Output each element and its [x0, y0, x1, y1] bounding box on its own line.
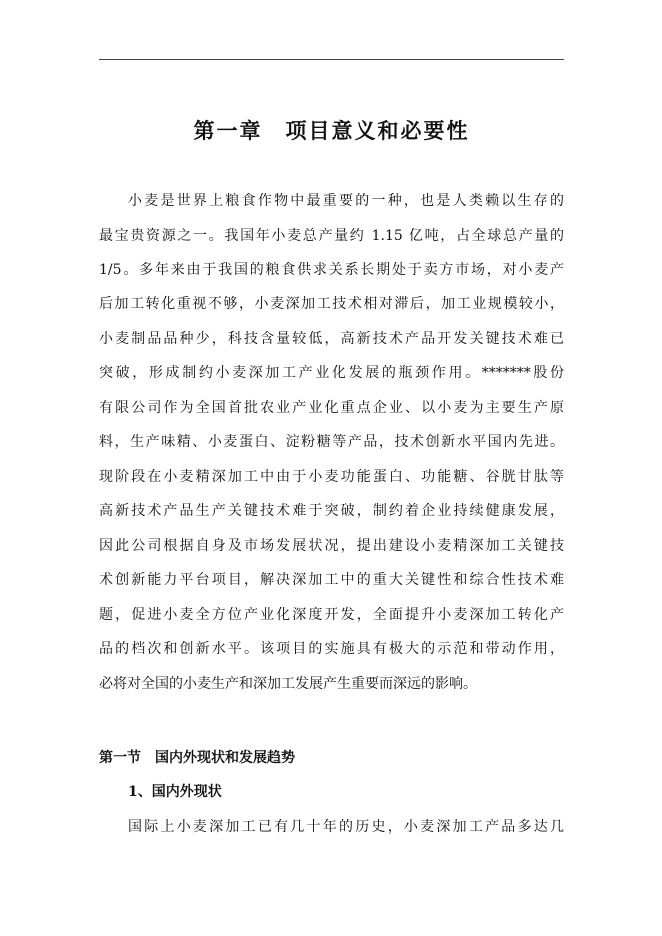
paragraph-line: 因此公司根据自身及市场发展状况，提出建设小麦精深加工关键技 — [99, 538, 564, 554]
paragraph-line: 突破，形成制约小麦深加工产业化发展的瓶颈作用。*******股份 — [99, 365, 564, 381]
chapter-title: 第一章 项目意义和必要性 — [193, 118, 470, 143]
paragraph-line: 现阶段在小麦精深加工中由于小麦功能蛋白、功能糖、谷胱甘肽等 — [99, 469, 564, 485]
paragraph-line: 料，生产味精、小麦蛋白、淀粉糖等产品，技术创新水平国内先进。 — [99, 434, 564, 450]
paragraph-line: 国际上小麦深加工已有几十年的历史，小麦深加工产品多达几 — [128, 819, 564, 835]
paragraph-line: 必将对全国的小麦生产和深加工发展产生重要而深远的影响。 — [99, 676, 477, 692]
paragraph-line: 题，促进小麦全方位产业化深度开发，全面提升小麦深加工转化产 — [99, 607, 564, 623]
paragraph-line: 1/5。多年来由于我国的粮食供求关系长期处于卖方市场，对小麦产 — [99, 262, 564, 278]
paragraph-line: 高新技术产品生产关键技术难于突破，制约着企业持续健康发展， — [99, 503, 564, 519]
paragraph-line: 最宝贵资源之一。我国年小麦总产量约 1.15 亿吨，占全球总产量的 — [99, 228, 564, 244]
subsection-title: 1、国内外现状 — [128, 784, 222, 800]
paragraph-line: 小麦是世界上粮食作物中最重要的一种，也是人类赖以生存的 — [128, 193, 564, 209]
section-title: 第一节 国内外现状和发展趋势 — [99, 750, 295, 766]
paragraph-line: 品的档次和创新水平。该项目的实施具有极大的示范和带动作用， — [99, 641, 564, 657]
paragraph-line: 有限公司作为全国首批农业产业化重点企业、以小麦为主要生产原 — [99, 400, 564, 416]
paragraph-line: 后加工转化重视不够，小麦深加工技术相对滞后，加工业规模较小， — [99, 296, 564, 312]
paragraph-line: 术创新能力平台项目，解决深加工中的重大关键性和综合性技术难 — [99, 572, 564, 588]
paragraph-line: 小麦制品品种少，科技含量较低，高新技术产品开发关键技术难已 — [99, 331, 564, 347]
header-rule — [99, 59, 564, 60]
